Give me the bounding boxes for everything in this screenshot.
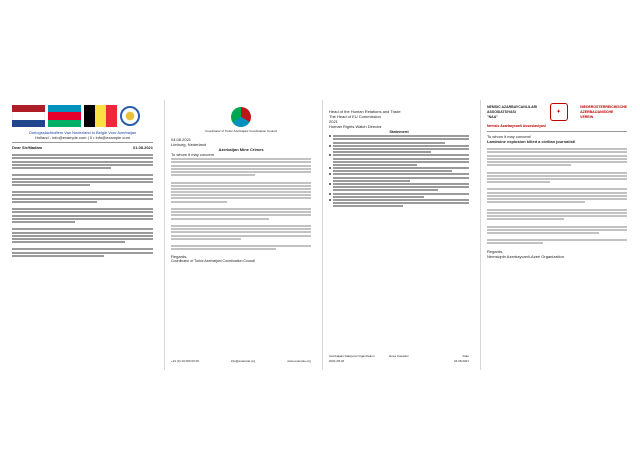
letter4-signature: Nemsiqnin Azerbaycanli-Azeri Organization bbox=[487, 253, 564, 259]
letter3-footer-left: Azerbaijani Diaspora Organization bbox=[329, 354, 375, 358]
letter2-greeting: To whom it may concern bbox=[171, 152, 215, 157]
azerbaijan-flag-icon bbox=[48, 105, 81, 127]
letter2-footer-phone: +31 (0) 10 000 00 00 bbox=[171, 359, 199, 363]
letter1-contact: Holland - info@example.com | 0 • info@example.com bbox=[35, 135, 130, 140]
letter3-footer-sub-right: 04.08.2021 bbox=[453, 359, 469, 363]
letter3-header-1: The Head of EU Commission bbox=[329, 114, 381, 119]
organization-emblem-icon bbox=[120, 106, 140, 126]
letter4-greeting: To whom it may concern! bbox=[487, 134, 532, 139]
letter4-header bbox=[487, 103, 627, 121]
letter1-dear: Dear Sir/Madam bbox=[12, 145, 43, 150]
association-seal-icon: ✦ bbox=[550, 103, 568, 121]
letter-page-4 bbox=[480, 100, 633, 370]
letter4-title: Landmine explosion killed a civilian journalist! bbox=[487, 139, 576, 144]
letter4-closing: Regards, bbox=[487, 248, 504, 254]
council-logo-icon bbox=[231, 107, 251, 127]
netherlands-flag-icon bbox=[12, 105, 45, 127]
letter2-date: 04.08.2021 bbox=[171, 137, 192, 142]
letter2-signature: Coordinator of Turkic Azerbaijani Coordination Council bbox=[171, 259, 256, 264]
letter3-footer-center: Enes Cavadov bbox=[389, 354, 409, 358]
letter2-closing: Regards, bbox=[171, 254, 188, 260]
letter4-org-left: NEMSIC AZARBAYCANLILARI bbox=[487, 104, 538, 109]
letter3-footer-sub-left: 2021-08-04 bbox=[329, 359, 345, 363]
letter3-footer-right: Date bbox=[462, 354, 469, 358]
letter3-section: Human Rights Watch Director bbox=[329, 124, 382, 129]
letter4-org-right3: VEREIN bbox=[580, 114, 594, 119]
letter1-date: 01.08.2021 bbox=[132, 145, 153, 150]
letter3-header-0: Head of the Human Relations and Trade bbox=[329, 109, 401, 114]
letter4-org-right2: AZERBAIJANISCHE bbox=[580, 109, 614, 114]
letter-page-1 bbox=[6, 100, 159, 370]
letter2-footer-web: www.example.org bbox=[287, 359, 311, 363]
letter3-sub: Statement bbox=[389, 129, 409, 134]
letter4-sub: Nemsic Azarbaycanli Assosiasiyasi bbox=[487, 124, 546, 128]
letter4-org-left3: "NAA" bbox=[487, 114, 498, 119]
letter4-org-right: NIEDERÖSTERREICHISCHE bbox=[580, 104, 627, 109]
belgium-flag-icon bbox=[84, 105, 117, 127]
letter3-header-2: 2021 bbox=[329, 119, 338, 124]
letter2-footer-email: info@example.org bbox=[230, 359, 256, 363]
flags-row bbox=[12, 105, 153, 127]
letter1-header: Oorlogsslachtoffers Van Nederland in Belgie Voor Azerbaijan bbox=[28, 130, 137, 135]
letter2-place: Limburg, Nederland bbox=[171, 142, 207, 147]
letter2-signature-top: Coordinator of Turkic Azerbaijani Coordination Council bbox=[204, 129, 278, 133]
letter4-org-left2: ASSOSIATSIYASI bbox=[487, 109, 516, 114]
letter-page-2 bbox=[164, 100, 317, 370]
letter-page-3 bbox=[322, 100, 475, 370]
letter2-title: Azerbaijan Mine Crimes bbox=[218, 147, 264, 152]
